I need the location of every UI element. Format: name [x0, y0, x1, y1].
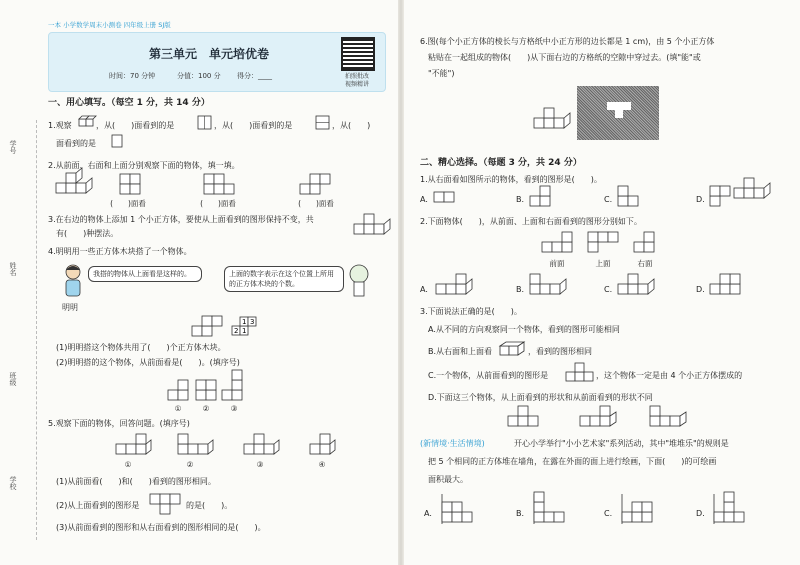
q4-speech-bubble-2: 上面的数字表示在这个位置上所用的正方体木块的个数。 — [224, 266, 344, 292]
svg-text:1: 1 — [242, 318, 247, 326]
q4-name-label: 明明 — [62, 303, 78, 312]
c4-tag: (新情境·生活情境) — [420, 439, 485, 448]
q4-top-view-shape — [192, 316, 228, 338]
q2-caption-2: ( )面看 — [200, 199, 236, 208]
c3-option-c-b: ，这个物体一定是由 4 个小正方体摆成的 — [596, 371, 743, 380]
qr-code-icon[interactable] — [341, 37, 375, 71]
c3-d-object-2 — [580, 406, 620, 430]
q1-object-icon — [78, 114, 96, 130]
c1-option-d[interactable]: D. — [696, 195, 705, 204]
q2-view-2 — [204, 174, 238, 196]
c4-text-a: 开心小学举行"小小艺术家"系列活动，其中"堆堆乐"的规则是 — [514, 439, 729, 448]
q3-object-icon — [354, 212, 392, 238]
q2-caption-1: ( )面看 — [110, 199, 146, 208]
svg-text:2: 2 — [234, 327, 239, 335]
c2-option-d[interactable]: D. — [696, 285, 705, 294]
q1-view-3-icon — [112, 135, 124, 149]
c3-option-b-a[interactable]: B.从右面和上面看 — [428, 347, 493, 356]
q1-text-b: ，从( )面看到的是 — [96, 121, 175, 130]
q5-label-3: ③ — [256, 460, 264, 469]
c2-label-right: 右面 — [637, 259, 653, 268]
q6-grid-paper — [577, 86, 659, 140]
q6-text-c: "不能") — [428, 69, 455, 78]
q1-view-2-icon — [316, 116, 330, 130]
c1-object-icon — [734, 176, 774, 202]
c1-option-c[interactable]: C. — [604, 195, 613, 204]
svg-text:1: 1 — [242, 327, 247, 335]
q6-object-icon — [534, 104, 574, 134]
side-label-number: 学号 — [9, 140, 17, 154]
c3-option-c-a[interactable]: C.一个物体，从前面看到的图形是 — [428, 371, 549, 380]
binding-line — [36, 120, 37, 540]
c2-text: 2.下面物体( )，从前面、上面和右面看到的图形分别如下。 — [420, 217, 642, 226]
c2-option-a-object — [436, 272, 476, 298]
q6-gap-stem — [615, 110, 623, 118]
c4-option-b-object — [530, 494, 570, 528]
q5-sub-2b: 的是( )。 — [186, 501, 233, 510]
c1-option-a[interactable]: A. — [420, 195, 428, 204]
c4-option-d-object — [710, 494, 750, 528]
q4-sub-2: (2)明明搭的这个物体，从前面看是( )。(填序号) — [56, 358, 240, 367]
c4-text-b: 把 5 个相同的正方体堆在墙角，在露在外面的面上进行绘画，下面( )的可绘画 — [428, 457, 717, 466]
c2-top-view — [588, 232, 620, 254]
q4-option-3-label: ③ — [230, 404, 238, 413]
time-label: 时间：70 分钟 — [109, 72, 156, 80]
c3-option-d[interactable]: D.下面这三个物体，从上面看到的形状和从前面看到的形状不同 — [428, 393, 653, 402]
q4-option-1-label: ① — [174, 404, 182, 413]
side-label-name: 姓名 — [9, 262, 17, 276]
q4-option-3-shape — [222, 372, 244, 404]
q5-label-4: ④ — [318, 460, 326, 469]
q6-text-b: 粘贴在一起组成的物体( )从下面右边的方格纸的空隙中穿过去。(填"能"或 — [428, 53, 701, 62]
q5-top-view-shape — [150, 494, 186, 516]
qr-caption-2: 视频精讲 — [344, 81, 369, 88]
book-gutter — [398, 0, 404, 565]
c1-option-c-shape — [618, 186, 642, 208]
q1-text-d: ，从( ) — [332, 121, 371, 130]
c2-option-d-object — [710, 272, 750, 298]
score-label: 分值：100 分 — [177, 72, 221, 80]
side-label-class: 班级 — [9, 372, 17, 386]
c2-label-front: 前面 — [549, 259, 565, 268]
c2-option-b-object — [530, 272, 570, 298]
q4-number-grid — [232, 316, 262, 338]
q1-text-c: ，从( )面看到的是 — [214, 121, 293, 130]
section-2-heading: 二、精心选择。（每题 3 分，共 24 分） — [420, 158, 582, 168]
c1-option-b-shape — [530, 186, 554, 208]
c4-option-c-object — [618, 494, 658, 528]
page-title: 第三单元 单元培优卷 — [149, 47, 270, 61]
q6-text-a: 6.图(每个小正方体的棱长与方格纸中小正方形的边长都是 1 cm)，由 5 个小正方体 — [420, 37, 715, 46]
c1-option-a-shape — [434, 190, 458, 204]
section-1-heading: 一、用心填写。（每空 1 分，共 14 分） — [48, 98, 210, 108]
c2-right-view — [634, 232, 656, 254]
unit-banner — [48, 32, 386, 92]
q5-object-1 — [116, 434, 154, 458]
q5-label-2: ② — [186, 460, 194, 469]
q4-option-2-label: ② — [202, 404, 210, 413]
q2-view-3 — [300, 174, 334, 196]
q5-sub-2a: (2)从上面看到的图形是 — [56, 501, 140, 510]
q5-sub-1: (1)从前面看( )和( )看到的图形相同。 — [56, 477, 216, 486]
qr-caption-1: 拍照批改 — [344, 73, 369, 80]
c4-option-a[interactable]: A. — [424, 509, 432, 518]
q5-sub-3: (3)从前面看到的图形和从右面看到的图形相同的是( )。 — [56, 523, 266, 532]
c3-option-c-shape — [566, 362, 594, 384]
q4-sub-1: (1)明明搭这个物体共用了( )个正方体木块。 — [56, 343, 226, 352]
q4-speech-bubble-1: 我搭的物体从上面看是这样的。 — [88, 266, 202, 282]
c1-text: 1.从右面看如图所示的物体，看到的图形是( )。 — [420, 175, 602, 184]
c4-option-b[interactable]: B. — [516, 509, 525, 518]
c1-option-b[interactable]: B. — [516, 195, 525, 204]
q5-object-3 — [244, 434, 282, 458]
c2-option-a[interactable]: A. — [420, 285, 428, 294]
q3-text-a: 3.在右边的物体上添加 1 个小正方体，要使从上面看到的图形保持不变，共 — [48, 215, 314, 224]
broccoli-character-icon — [346, 264, 372, 300]
c3-option-a[interactable]: A.从不同的方向观察同一个物体，看到的图形可能相同 — [428, 325, 620, 334]
q5-label-1: ① — [124, 460, 132, 469]
c4-option-a-object — [438, 494, 478, 528]
c1-option-d-shape — [710, 186, 734, 208]
c4-option-d[interactable]: D. — [696, 509, 705, 518]
q3-text-b: 有( )种摆法。 — [56, 229, 119, 238]
q4-text: 4.明明用一些正方体木块搭了一个物体。 — [48, 247, 192, 256]
q2-text: 2.从前面、右面和上面分别观察下面的物体，填一填。 — [48, 161, 240, 170]
q5-text: 5.观察下面的物体，回答问题。(填序号) — [48, 419, 190, 428]
q6-gap-top — [607, 102, 631, 110]
c3-option-b-object — [500, 340, 528, 358]
q5-object-2 — [178, 434, 216, 458]
boy-mingming-icon — [62, 264, 84, 300]
svg-text:3: 3 — [250, 318, 255, 326]
c3-d-object-1 — [508, 406, 548, 430]
q1-view-1-icon — [198, 116, 212, 130]
c2-front-view — [542, 232, 574, 254]
c3-d-object-3 — [650, 406, 690, 430]
q1-text-a: 1.观察 — [48, 121, 72, 130]
side-label-school: 学校 — [9, 476, 17, 490]
q2-object-icon — [54, 173, 104, 197]
q2-view-1 — [120, 174, 144, 196]
c3-option-b-b: ，看到的图形相同 — [528, 347, 592, 356]
series-header: 一本 小学数学周末小测卷 四年级上册 SJ版 — [48, 21, 171, 29]
c2-option-b[interactable]: B. — [516, 285, 525, 294]
q4-option-1-shape — [168, 382, 190, 402]
c2-label-top: 上面 — [595, 259, 611, 268]
q2-caption-3: ( )面看 — [298, 199, 334, 208]
c3-text: 3.下面说法正确的是( )。 — [420, 307, 522, 316]
c4-text-c: 面积最大。 — [428, 475, 468, 484]
c2-option-c[interactable]: C. — [604, 285, 613, 294]
c2-option-c-object — [618, 272, 658, 298]
got-label: 得分：____ — [237, 72, 272, 80]
q1-text-e: 面看到的是 — [56, 139, 96, 148]
c4-option-c[interactable]: C. — [604, 509, 613, 518]
q4-option-2-shape — [196, 374, 218, 404]
q5-object-4 — [310, 434, 340, 458]
